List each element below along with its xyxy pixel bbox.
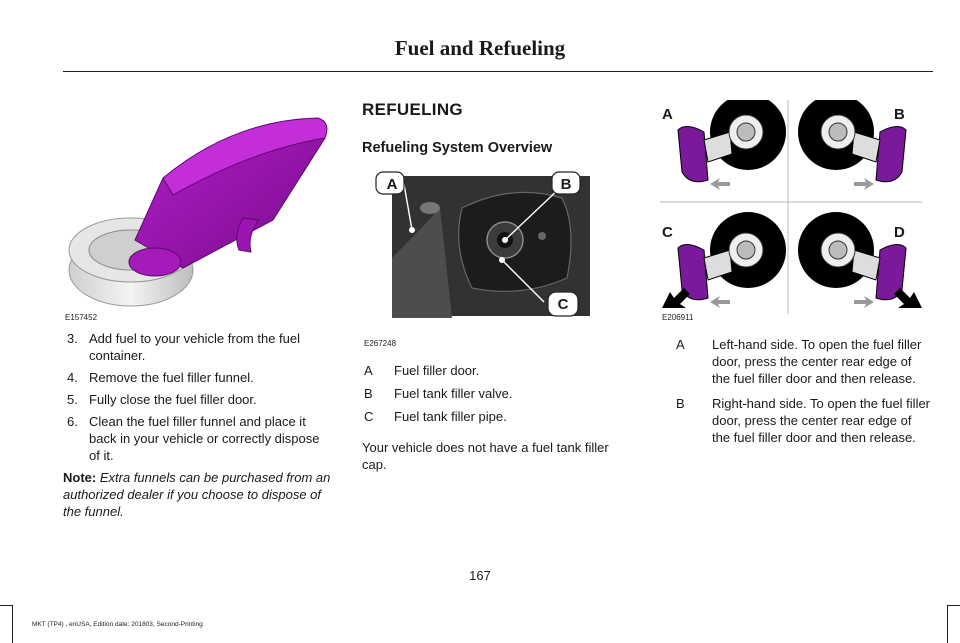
panel-label-d: D — [894, 224, 905, 241]
middle-column — [362, 100, 632, 473]
legend-row — [660, 336, 930, 387]
figure-code: E267248 — [364, 339, 397, 348]
callout-c: C — [557, 296, 569, 313]
legend-key: B — [364, 386, 373, 401]
legend-desc: Fuel tank filler valve. — [394, 386, 513, 401]
body-paragraph: Your vehicle does not have a fuel tank filler cap. — [362, 440, 609, 472]
legend-desc: Fuel filler door. — [394, 363, 480, 378]
panel-c-graphic — [662, 212, 786, 308]
list-item — [63, 330, 333, 364]
step-text: Add fuel to your vehicle from the fuel container. — [89, 331, 301, 363]
list-item — [63, 391, 333, 408]
step-number: 3. — [67, 331, 78, 346]
step-text: Clean the fuel filler funnel and place it back in your vehicle or correctly dispose of it. — [89, 414, 320, 463]
legend-table — [660, 336, 930, 446]
refuel-steps-list — [63, 330, 333, 464]
filler-door-panels-illustration — [660, 100, 928, 322]
callout-a: A — [386, 176, 398, 193]
note-text: Extra funnels can be purchased from an authorized dealer if you choose to dispose of the funnel. — [63, 470, 331, 519]
filler-photo-drawing — [362, 168, 630, 334]
step-number: 5. — [67, 392, 78, 407]
panel-label-b: B — [894, 106, 905, 123]
figure-code: E157452 — [65, 313, 98, 322]
legend-desc: Fuel tank filler pipe. — [394, 409, 507, 424]
page-number: 167 — [469, 568, 491, 583]
legend-key: A — [364, 363, 373, 378]
panel-label-c: C — [662, 224, 673, 241]
legend-row — [362, 362, 632, 379]
legend-row — [362, 408, 632, 425]
panel-label-a: A — [662, 106, 673, 123]
legend-key: A — [676, 337, 685, 352]
crop-mark — [947, 605, 960, 606]
crop-mark — [12, 605, 13, 643]
step-text: Fully close the fuel filler door. — [89, 392, 257, 407]
legend-key: B — [676, 396, 685, 411]
sub-heading: Refueling System Overview — [362, 140, 553, 156]
funnel-illustration — [63, 100, 331, 322]
legend-desc: Left-hand side. To open the fuel filler door, press the center rear edge of the fuel filler door and then release. — [712, 337, 922, 386]
header-rule — [63, 71, 933, 72]
edition-footer: MKT (TP4) , enUSA, Edition date: 201803, Second-Printing — [32, 621, 203, 628]
step-number: 6. — [67, 414, 78, 429]
legend-desc: Right-hand side. To open the fuel filler door, press the center rear edge of the fuel filler door and then release. — [712, 396, 931, 445]
list-item — [63, 413, 333, 464]
legend-row — [660, 395, 930, 446]
step-number: 4. — [67, 370, 78, 385]
legend-key: C — [364, 409, 374, 424]
right-column — [660, 100, 930, 454]
funnel-drawing — [63, 100, 331, 322]
crop-mark — [0, 605, 13, 606]
callout-b: B — [560, 176, 572, 193]
left-column — [63, 100, 333, 520]
note-label: Note: — [63, 470, 97, 485]
list-item — [63, 369, 333, 386]
crop-mark — [947, 605, 948, 643]
figure-code: E206911 — [662, 313, 694, 322]
filler-door-panels-drawing — [660, 100, 928, 322]
step-text: Remove the fuel filler funnel. — [89, 370, 254, 385]
note-paragraph — [63, 469, 333, 520]
legend-row — [362, 385, 632, 402]
refueling-system-photo — [362, 168, 630, 348]
legend-table — [362, 362, 632, 425]
section-heading: REFUELING — [362, 100, 463, 119]
panel-b-graphic — [798, 100, 906, 190]
page-header-title: Fuel and Refueling — [394, 36, 566, 60]
panel-a-graphic — [678, 100, 786, 190]
